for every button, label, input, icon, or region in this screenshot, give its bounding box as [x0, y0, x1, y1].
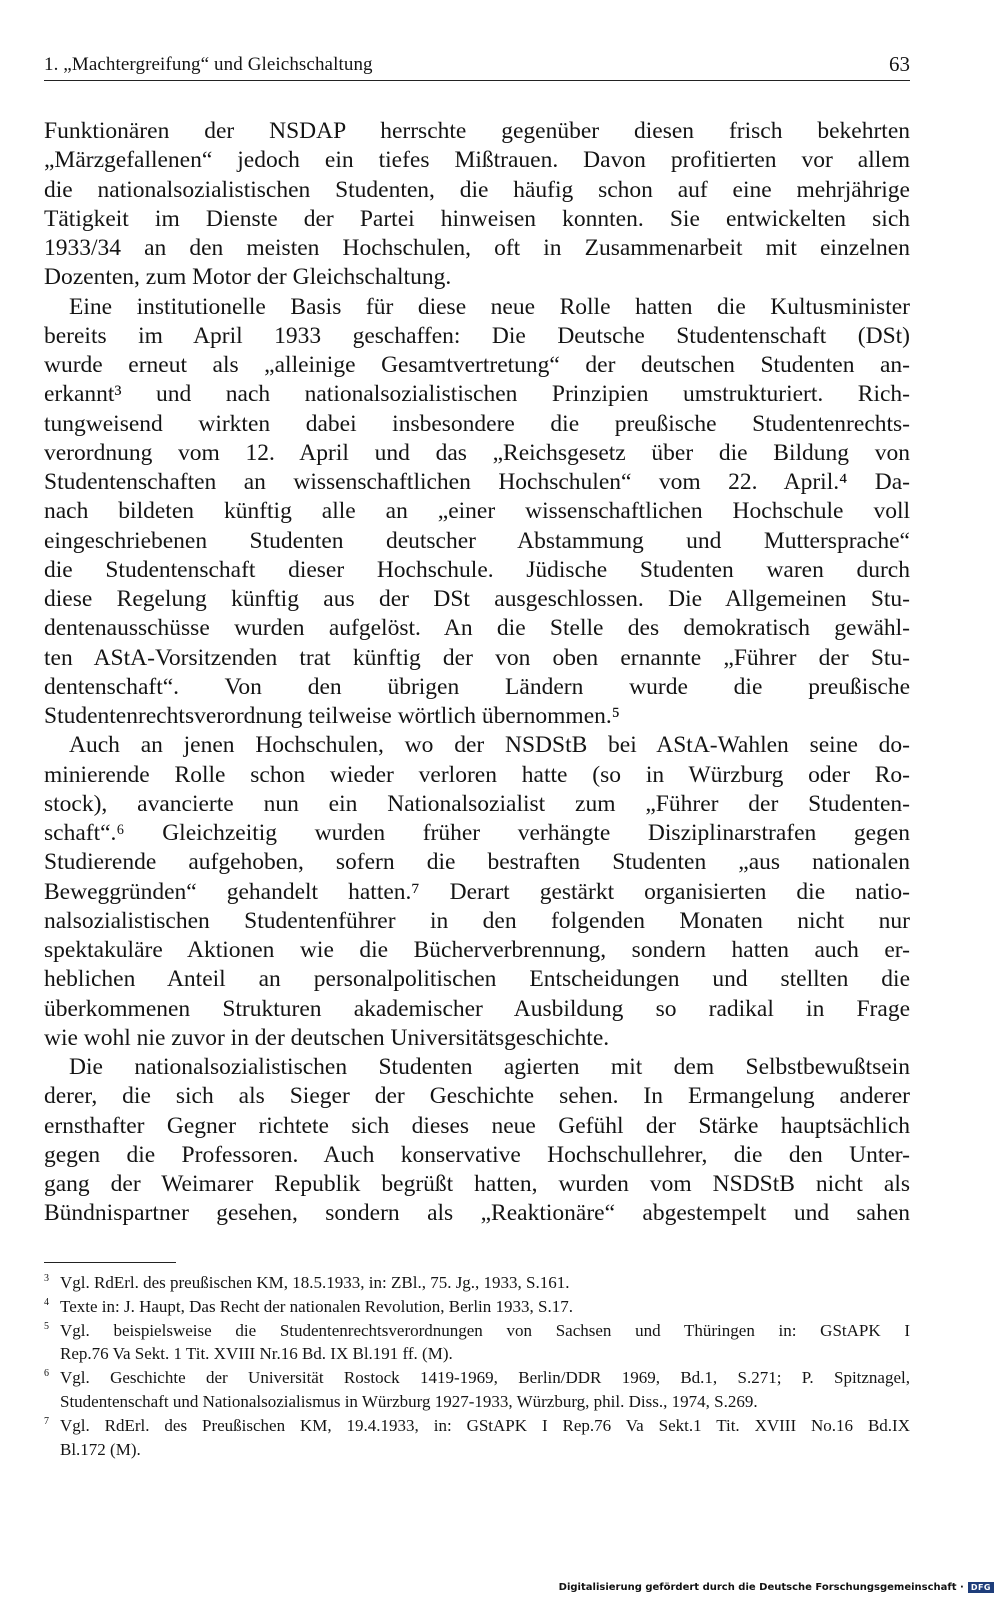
text-line: minierende Rolle schon wieder verloren hatte (so in Würzburg oder Ro- — [44, 761, 910, 788]
text-line: Auch an jenen Hochschulen, wo der NSDStB bei AStA-Wahlen seine do- — [69, 732, 910, 759]
text-line: derer, die sich als Sieger der Geschichte sehen. In Ermangelung anderer — [44, 1083, 910, 1110]
text-line: Funktionären der NSDAP herrschte gegenüber diesen frisch bekehrten — [44, 118, 910, 144]
text-line: spektakuläre Aktionen wie die Bücherverbrennung, sondern hatten auch er- — [44, 937, 910, 963]
footnote-line — [44, 1295, 910, 1319]
footnote-text: Rep.76 Va Sekt. 1 Tit. XVIII Nr.16 Bd. IX Bl.191 ff. (M). — [60, 1344, 453, 1364]
footnote-number: 4 — [44, 1296, 49, 1308]
body-text — [44, 117, 910, 1229]
text-line: Beweggründen“ gehandelt hatten.⁷ Derart gestärkt organisierten die natio- — [44, 878, 910, 905]
credit-text: Digitalisierung gefördert durch die Deutsche Forschungsgemeinschaft · — [558, 1582, 964, 1593]
text-line: 1933/34 an den meisten Hochschulen, oft in Zusammenarbeit mit einzelnen — [44, 235, 910, 261]
text-line: ten AStA-Vorsitzenden trat künftig der von oben ernannte „Führer der Stu- — [44, 644, 910, 671]
footnote-number: 5 — [44, 1320, 49, 1332]
text-line: Bündnispartner gesehen, sondern als „Reaktionäre“ abgestempelt und sahen — [44, 1200, 910, 1227]
footnote-text: Vgl. Geschichte der Universität Rostock 1419-1969, Berlin/DDR 1969, Bd.1, S.271; P. Spitznagel, — [60, 1368, 910, 1388]
text-line: verordnung vom 12. April und das „Reichsgesetz über die Bildung von — [44, 439, 910, 466]
footnote-text: Texte in: J. Haupt, Das Recht der nationalen Revolution, Berlin 1933, S.17. — [60, 1296, 573, 1316]
running-head — [44, 52, 910, 81]
footnote-line — [44, 1319, 910, 1343]
text-line: Eine institutionelle Basis für diese neue Rolle hatten die Kultusminister — [69, 293, 910, 320]
footnote-number: 3 — [44, 1273, 49, 1284]
text-line: stock), avancierte nun ein Nationalsozialist zum „Führer der Studenten- — [44, 790, 910, 817]
footnotes — [44, 1271, 910, 1461]
text-line: Studierende aufgehoben, sofern die bestraften Studenten „aus nationalen — [44, 849, 910, 876]
text-line: heblichen Anteil an personalpolitischen Entscheidungen und stellten die — [44, 966, 910, 993]
text-line: eingeschriebenen Studenten deutscher Abstammung und Muttersprache“ — [44, 527, 910, 554]
text-line: tungweisend wirkten dabei insbesondere die preußische Studentenrechts- — [44, 410, 910, 437]
footnote-line — [44, 1366, 910, 1390]
text-line: wie wohl nie zuvor in der deutschen Universitätsgeschichte. — [44, 1024, 610, 1051]
text-line: erkannt³ und nach nationalsozialistischen Prinzipien umstrukturiert. Rich- — [44, 381, 910, 408]
text-line: gegen die Professoren. Auch konservative Hochschullehrer, die den Unter- — [44, 1141, 910, 1168]
footnote-number: 7 — [44, 1415, 49, 1427]
text-line: bereits im April 1933 geschaffen: Die Deutsche Studentenschaft (DSt) — [44, 322, 910, 349]
text-line: Die nationalsozialistischen Studenten agierten mit dem Selbstbewußtsein — [69, 1054, 910, 1080]
text-line: überkommenen Strukturen akademischer Ausbildung so radikal in Frage — [44, 995, 910, 1022]
text-line: ernsthafter Gegner richtete sich dieses neue Gefühl der Stärke hauptsächlich — [44, 1112, 910, 1139]
text-line: wurde erneut als „alleinige Gesamtvertretung“ der deutschen Studenten an- — [44, 352, 910, 378]
page-number: 63 — [889, 52, 910, 76]
text-line: dentenausschüsse wurden aufgelöst. An die Stelle des demokratisch gewähl- — [44, 615, 910, 642]
footnote-line — [44, 1271, 910, 1295]
text-line: Dozenten, zum Motor der Gleichschaltung. — [44, 264, 452, 291]
footnote-text: Vgl. RdErl. des Preußischen KM, 19.4.1933, in: GStAPK I Rep.76 Va Sekt.1 Tit. XVIII No.16 Bd.IX — [60, 1415, 910, 1435]
footnote-line — [44, 1390, 910, 1414]
text-line: die Studentenschaft dieser Hochschule. Jüdische Studenten waren durch — [44, 556, 910, 583]
chapter-title: 1. „Machtergreifung“ und Gleichschaltung — [44, 54, 373, 75]
text-line: gang der Weimarer Republik begrüßt hatten, wurden vom NSDStB nicht als — [44, 1171, 910, 1197]
footnote-text: Vgl. beispielsweise die Studentenrechtsverordnungen von Sachsen und Thüringen in: GStAPK I — [60, 1320, 910, 1340]
text-line: nalsozialistischen Studentenführer in den folgenden Monaten nicht nur — [44, 907, 910, 934]
text-line: „Märzgefallenen“ jedoch ein tiefes Mißtrauen. Davon profitierten vor allem — [44, 147, 910, 174]
text-line: schaft“.⁶ Gleichzeitig wurden früher verhängte Disziplinarstrafen gegen — [44, 820, 910, 846]
footnote-line — [44, 1414, 910, 1438]
text-line: Studentenrechtsverordnung teilweise wörtlich übernommen.⁵ — [44, 703, 620, 729]
digitization-credit — [559, 1582, 994, 1593]
dfg-logo: DFG — [968, 1582, 994, 1593]
text-line: Tätigkeit im Dienste der Partei hinweisen konnten. Sie entwickelten sich — [44, 205, 910, 232]
text-line: die nationalsozialistischen Studenten, die häufig schon auf eine mehrjährige — [44, 176, 910, 203]
footnote-text: Studentenschaft und Nationalsozialismus in Würzburg 1927-1933, Würzburg, phil. Diss., 1974, S.269. — [60, 1391, 758, 1411]
footnote-text: Bl.172 (M). — [60, 1439, 141, 1459]
text-line: diese Regelung künftig aus der DSt ausgeschlossen. Die Allgemeinen Stu- — [44, 586, 910, 612]
footnote-divider — [44, 1262, 176, 1263]
footnote-line — [44, 1342, 910, 1366]
text-line: Studentenschaften an wissenschaftlichen Hochschulen“ vom 22. April.⁴ Da- — [44, 469, 910, 495]
footnote-number: 6 — [44, 1368, 49, 1380]
text-line: dentenschaft“. Von den übrigen Ländern wurde die preußische — [44, 673, 910, 700]
footnote-text: Vgl. RdErl. des preußischen KM, 18.5.1933, in: ZBl., 75. Jg., 1933, S.161. — [60, 1273, 570, 1292]
text-line: nach bildeten künftig alle an „einer wissenschaftlichen Hochschule voll — [44, 498, 910, 525]
footnote-line — [44, 1438, 910, 1462]
